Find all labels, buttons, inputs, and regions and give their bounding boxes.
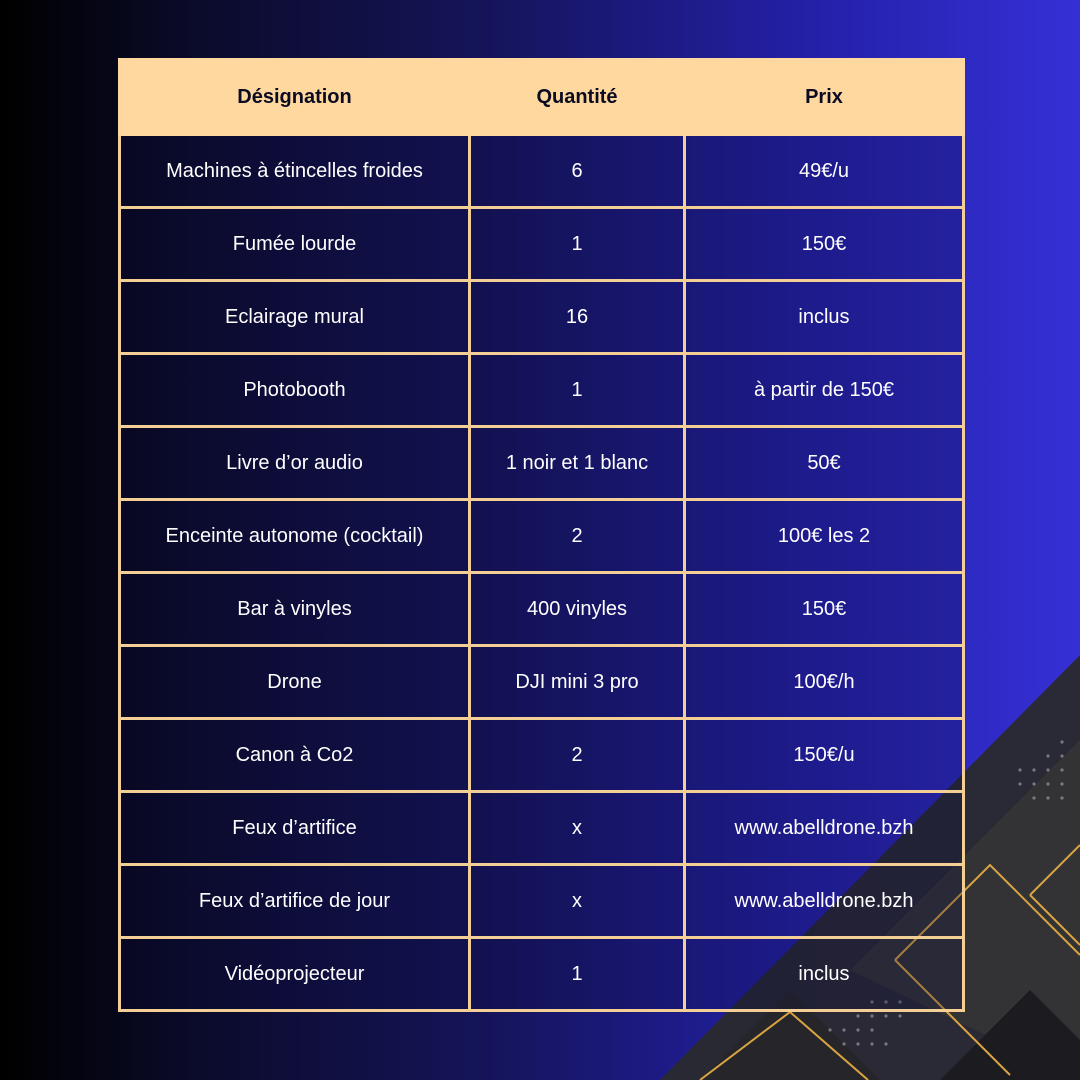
table-row <box>120 354 964 427</box>
table-row <box>120 792 964 865</box>
price-table <box>118 58 965 1012</box>
cell-prix: 100€/h <box>685 646 964 719</box>
cell-designation: Livre d’or audio <box>120 427 470 500</box>
header-prix: Prix <box>685 60 964 135</box>
cell-quantite: DJI mini 3 pro <box>470 646 685 719</box>
cell-designation: Eclairage mural <box>120 281 470 354</box>
cell-quantite: 2 <box>470 500 685 573</box>
cell-prix: inclus <box>685 281 964 354</box>
table-row <box>120 427 964 500</box>
table-row <box>120 208 964 281</box>
cell-designation: Fumée lourde <box>120 208 470 281</box>
cell-quantite: x <box>470 792 685 865</box>
table-row <box>120 135 964 208</box>
cell-prix: à partir de 150€ <box>685 354 964 427</box>
table-row <box>120 865 964 938</box>
cell-designation: Machines à étincelles froides <box>120 135 470 208</box>
cell-designation: Photobooth <box>120 354 470 427</box>
cell-quantite: 6 <box>470 135 685 208</box>
cell-prix: 150€ <box>685 573 964 646</box>
cell-prix: 150€ <box>685 208 964 281</box>
cell-quantite: 1 <box>470 938 685 1011</box>
cell-designation: Drone <box>120 646 470 719</box>
cell-prix: 49€/u <box>685 135 964 208</box>
cell-quantite: 16 <box>470 281 685 354</box>
cell-designation: Enceinte autonome (cocktail) <box>120 500 470 573</box>
cell-designation: Canon à Co2 <box>120 719 470 792</box>
table-header-row <box>120 60 964 135</box>
cell-prix: inclus <box>685 938 964 1011</box>
table-row <box>120 281 964 354</box>
cell-quantite: x <box>470 865 685 938</box>
table-row <box>120 573 964 646</box>
cell-quantite: 1 <box>470 208 685 281</box>
cell-quantite: 400 vinyles <box>470 573 685 646</box>
cell-quantite: 2 <box>470 719 685 792</box>
table-row <box>120 719 964 792</box>
cell-prix: 150€/u <box>685 719 964 792</box>
cell-designation: Feux d’artifice de jour <box>120 865 470 938</box>
cell-quantite: 1 <box>470 354 685 427</box>
table-row <box>120 500 964 573</box>
cell-designation: Vidéoprojecteur <box>120 938 470 1011</box>
cell-designation: Feux d’artifice <box>120 792 470 865</box>
cell-designation: Bar à vinyles <box>120 573 470 646</box>
header-designation: Désignation <box>120 60 470 135</box>
cell-quantite: 1 noir et 1 blanc <box>470 427 685 500</box>
price-table-container <box>118 58 962 1012</box>
table-row <box>120 646 964 719</box>
cell-prix: 50€ <box>685 427 964 500</box>
table-row <box>120 938 964 1011</box>
cell-prix: 100€ les 2 <box>685 500 964 573</box>
header-quantite: Quantité <box>470 60 685 135</box>
cell-prix: www.abelldrone.bzh <box>685 865 964 938</box>
cell-prix: www.abelldrone.bzh <box>685 792 964 865</box>
